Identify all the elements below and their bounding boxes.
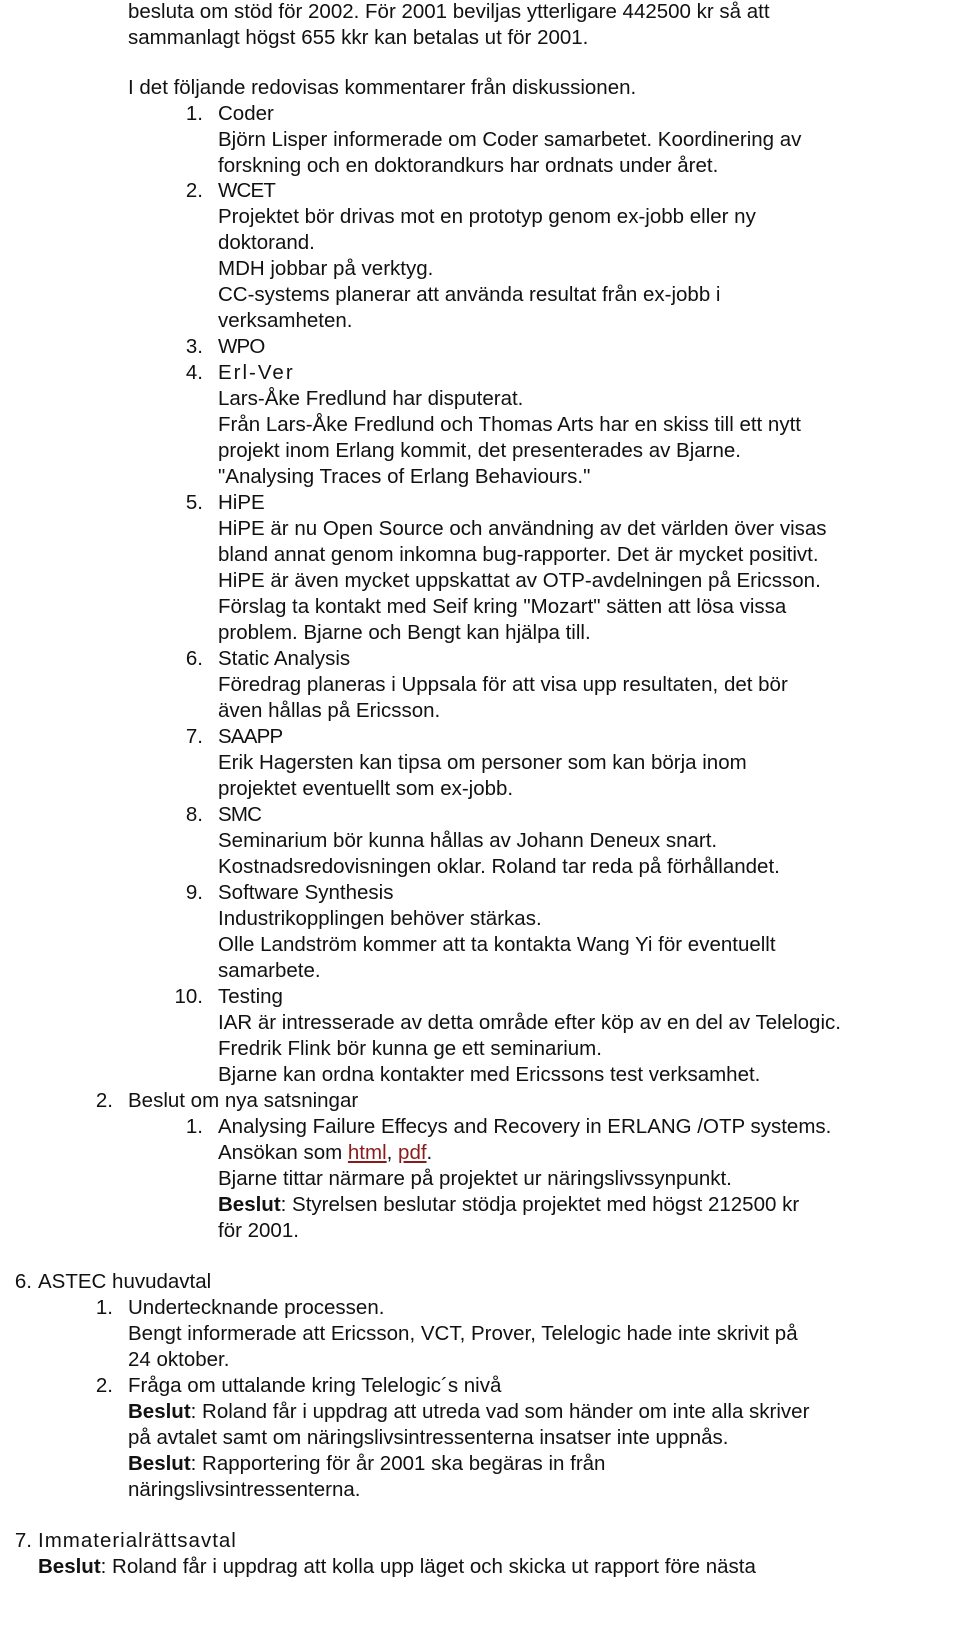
list-number: 10.: [174, 985, 203, 1008]
list-number: 9.: [185, 881, 203, 904]
decision-text: på avtalet samt om näringslivsintressenterna insatser inte uppnås.: [128, 1426, 729, 1449]
list-item-text: doktorand.: [218, 231, 315, 254]
list-item-text: Industrikopplingen behöver stärkas.: [218, 907, 542, 930]
list-item-title: Undertecknande processen.: [128, 1296, 385, 1319]
list-item-text: Kostnadsredovisningen oklar. Roland tar reda på förhållandet.: [218, 855, 780, 878]
list-number: 1.: [185, 102, 203, 125]
decision-line: [218, 1192, 799, 1218]
list-item-text: Projektet bör drivas mot en prototyp genom ex-jobb eller ny: [218, 205, 756, 228]
list-item-text: projektet eventuellt som ex-jobb.: [218, 777, 514, 800]
decision-text: : Styrelsen beslutar stödja projektet med högst 212500 kr: [280, 1193, 800, 1216]
list-item-text: 24 oktober.: [128, 1348, 230, 1371]
decision-line: [128, 1399, 809, 1425]
list-item-text: Förslag ta kontakt med Seif kring "Mozart" sätten att lösa vissa: [218, 595, 787, 618]
list-item-text: HiPE är även mycket uppskattat av OTP-avdelningen på Ericsson.: [218, 569, 821, 592]
list-item-text: Bjarne kan ordna kontakter med Ericssons test verksamhet.: [218, 1063, 761, 1086]
list-item-title: Analysing Failure Effecys and Recovery in ERLANG /OTP systems.: [218, 1115, 832, 1138]
list-number: 6.: [185, 647, 203, 670]
list-item-title: SMC: [218, 803, 262, 826]
list-item-text: även hållas på Ericsson.: [218, 699, 441, 722]
section-title: Beslut om nya satsningar: [128, 1089, 359, 1112]
list-item-text: HiPE är nu Open Source och användning av det världen över visas: [218, 517, 827, 540]
list-item-text: Från Lars-Åke Fredlund och Thomas Arts har en skiss till ett nytt: [218, 413, 801, 436]
decision-line: [128, 1451, 605, 1477]
list-item-text: Bengt informerade att Ericsson, VCT, Prover, Telelogic hade inte skrivit på: [128, 1322, 798, 1345]
list-item-title: WCET: [218, 179, 276, 202]
intro-line: sammanlagt högst 655 kkr kan betalas ut för 2001.: [128, 26, 589, 49]
list-item-title: Fråga om uttalande kring Telelogic´s nivå: [128, 1374, 502, 1397]
intro-line: I det följande redovisas kommentarer från diskussionen.: [128, 76, 637, 99]
list-item-title: Software Synthesis: [218, 881, 394, 904]
list-item-text: IAR är intresserade av detta område efter köp av en del av Telelogic.: [218, 1011, 841, 1034]
section-title: ASTEC huvudavtal: [38, 1270, 212, 1293]
list-item-text: "Analysing Traces of Erlang Behaviours.": [218, 465, 591, 488]
decision-label: Beslut: [38, 1555, 101, 1578]
pdf-link[interactable]: pdf: [398, 1141, 427, 1164]
html-link[interactable]: html: [347, 1141, 387, 1164]
intro-line: besluta om stöd för 2002. För 2001 beviljas ytterligare 442500 kr så att: [128, 0, 770, 23]
application-line: [218, 1140, 432, 1166]
list-item-text: Seminarium bör kunna hållas av Johann Deneux snart.: [218, 829, 718, 852]
decision-label: Beslut: [218, 1193, 281, 1216]
list-item-text: Olle Landström kommer att ta kontakta Wang Yi för eventuellt: [218, 933, 776, 956]
list-item-title: SAAPP: [218, 725, 283, 748]
decision-text: näringslivsintressenterna.: [128, 1478, 361, 1501]
list-item-text: projekt inom Erlang kommit, det presenterades av Bjarne.: [218, 439, 742, 462]
list-number: 8.: [185, 803, 203, 826]
list-number: 1.: [185, 1115, 203, 1138]
link-separator: ,: [386, 1141, 399, 1164]
list-item-text: MDH jobbar på verktyg.: [218, 257, 434, 280]
list-item-text: Björn Lisper informerade om Coder samarbetet. Koordinering av: [218, 128, 802, 151]
list-number: 2.: [95, 1374, 113, 1397]
list-item-title: Erl-Ver: [218, 361, 295, 384]
decision-text: för 2001.: [218, 1219, 299, 1242]
list-item-title: Static Analysis: [218, 647, 351, 670]
application-prefix: Ansökan som: [218, 1141, 348, 1164]
list-item-text: Erik Hagersten kan tipsa om personer som kan börja inom: [218, 751, 747, 774]
section-number: 7.: [14, 1529, 32, 1552]
decision-label: Beslut: [128, 1452, 191, 1475]
list-number: 5.: [185, 491, 203, 514]
list-number: 1.: [95, 1296, 113, 1319]
list-item-title: Testing: [218, 985, 283, 1008]
list-item-text: CC-systems planerar att använda resultat från ex-jobb i: [218, 283, 721, 306]
decision-label: Beslut: [128, 1400, 191, 1423]
list-item-title: HiPE: [218, 491, 265, 514]
list-item-title: Coder: [218, 102, 274, 125]
list-number: 3.: [185, 335, 203, 358]
decision-text: : Roland får i uppdrag att utreda vad som händer om inte alla skriver: [190, 1400, 810, 1423]
section-number: 2.: [95, 1089, 113, 1112]
list-item-title: WPO: [218, 335, 265, 358]
list-item-text: samarbete.: [218, 959, 321, 982]
list-item-text: Fredrik Flink bör kunna ge ett seminarium.: [218, 1037, 602, 1060]
decision-text: : Roland får i uppdrag att kolla upp läget och skicka ut rapport före nästa: [100, 1555, 756, 1578]
list-number: 4.: [185, 361, 203, 384]
application-suffix: .: [426, 1141, 433, 1164]
list-number: 2.: [185, 179, 203, 202]
section-number: 6.: [14, 1270, 32, 1293]
list-number: 7.: [185, 725, 203, 748]
decision-line: [38, 1554, 756, 1580]
list-item-text: Föredrag planeras i Uppsala för att visa upp resultaten, det bör: [218, 673, 788, 696]
list-item-text: Lars-Åke Fredlund har disputerat.: [218, 387, 524, 410]
list-item-text: Bjarne tittar närmare på projektet ur näringslivssynpunkt.: [218, 1167, 732, 1190]
list-item-text: bland annat genom inkomna bug-rapporter. Det är mycket positivt.: [218, 543, 819, 566]
list-item-text: verksamheten.: [218, 309, 353, 332]
decision-text: : Rapportering för år 2001 ska begäras in från: [190, 1452, 606, 1475]
list-item-text: forskning och en doktorandkurs har ordnats under året.: [218, 154, 719, 177]
section-title: Immaterialrättsavtal: [38, 1529, 237, 1552]
list-item-text: problem. Bjarne och Bengt kan hjälpa till.: [218, 621, 591, 644]
